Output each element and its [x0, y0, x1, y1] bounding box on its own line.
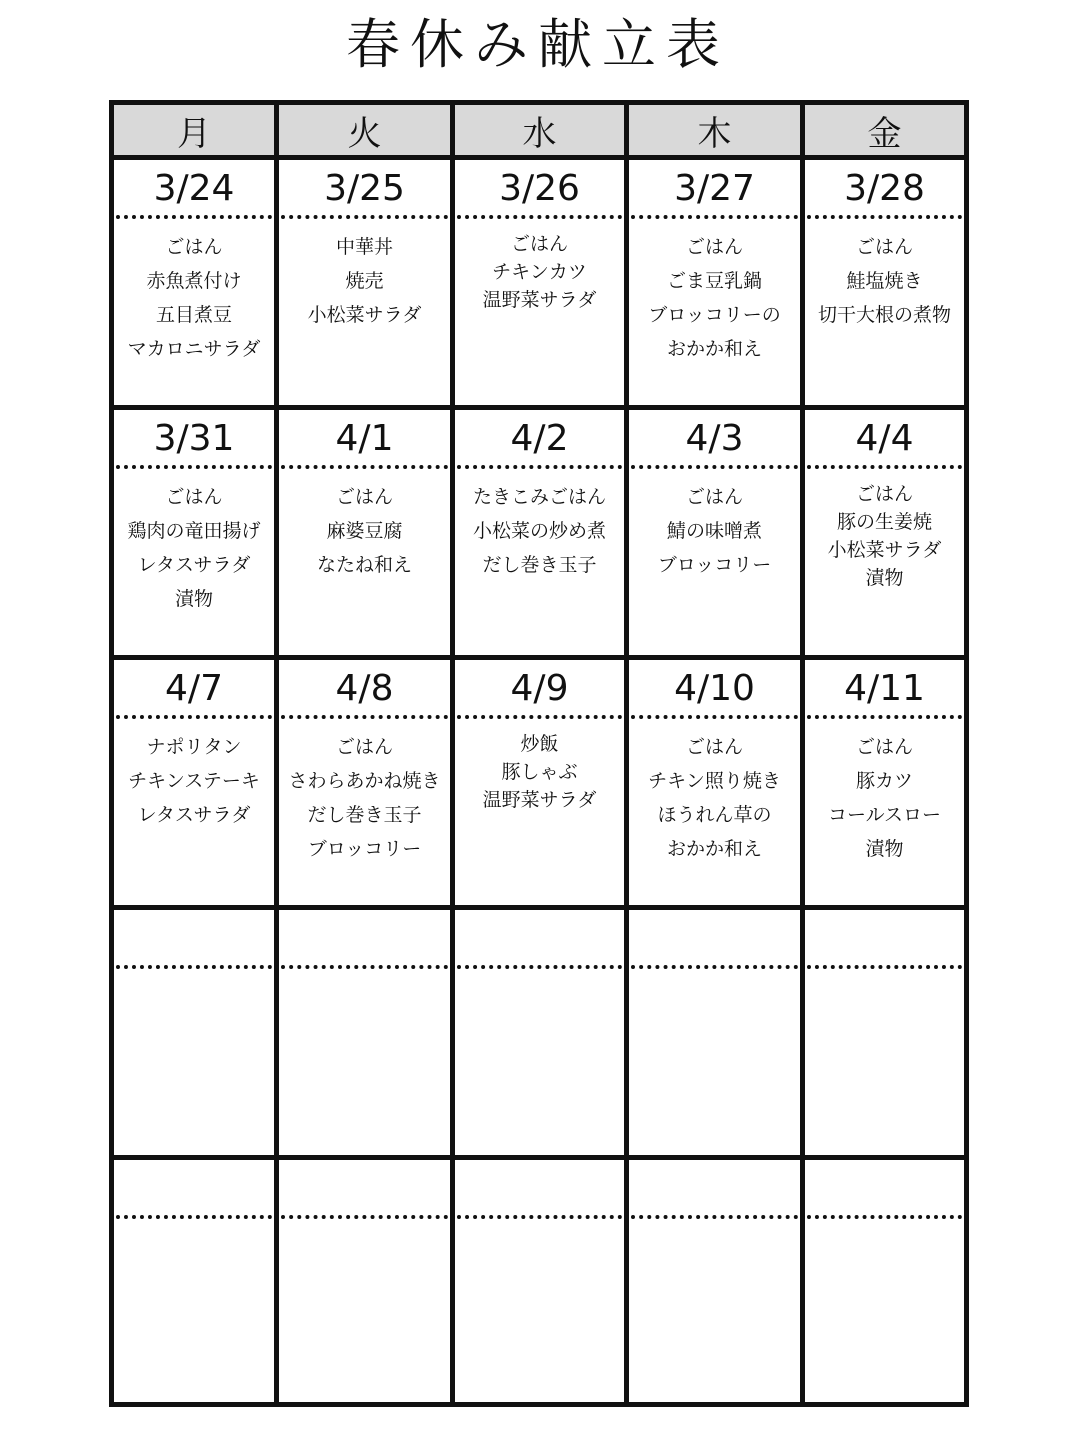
menu-item: チキンステーキ: [128, 770, 260, 792]
menu-item: 小松菜サラダ: [307, 304, 422, 326]
date-label: 4/10: [674, 668, 755, 709]
date-label: 3/28: [844, 168, 925, 209]
menu-item: コールスロー: [827, 804, 942, 826]
dotted-divider: [807, 465, 962, 469]
dotted-divider: [807, 965, 962, 969]
menu-item: 小松菜の炒め煮: [472, 520, 606, 542]
dotted-divider: [281, 965, 448, 969]
dotted-divider: [281, 715, 448, 719]
menu-list: [629, 230, 800, 366]
menu-item: だし巻き玉子: [307, 804, 422, 826]
menu-list: [279, 730, 450, 866]
day-cell: [279, 660, 455, 910]
menu-list: [629, 480, 800, 582]
menu-item: 温野菜サラダ: [482, 789, 597, 811]
menu-list: [805, 730, 964, 866]
menu-item: チキンカツ: [492, 261, 587, 283]
day-cell: [455, 160, 629, 410]
dotted-divider: [457, 1215, 622, 1219]
menu-list: [114, 480, 274, 616]
day-cell: [629, 410, 805, 660]
menu-item: ごま豆乳鍋: [666, 270, 762, 292]
date-label: [629, 1166, 800, 1212]
day-header-mon: 月: [114, 105, 279, 160]
menu-item: 鶏肉の竜田揚げ: [127, 520, 261, 542]
day-cell: [279, 410, 455, 660]
day-header-thu: 木: [629, 105, 805, 160]
menu-item: おかか和え: [666, 838, 762, 860]
menu-list: [455, 230, 624, 314]
menu-item: レタスサラダ: [137, 804, 251, 826]
dotted-divider: [457, 715, 622, 719]
dotted-divider: [116, 965, 272, 969]
page-title: 春休み献立表: [346, 13, 730, 76]
menu-item: 切干大根の煮物: [817, 304, 951, 326]
menu-item: なたね和え: [316, 554, 412, 576]
menu-item: おかか和え: [666, 338, 762, 360]
menu-item: 漬物: [865, 567, 904, 589]
menu-list: [455, 480, 624, 582]
day-cell: [455, 910, 629, 1160]
date-label: 4/8: [335, 668, 394, 709]
date-label: [805, 916, 964, 962]
menu-item: 豚の生姜焼: [836, 511, 932, 533]
date-label: [114, 916, 274, 962]
dotted-divider: [281, 465, 448, 469]
menu-list: [279, 480, 450, 582]
day-cell: [455, 410, 629, 660]
day-cell: [805, 410, 964, 660]
dotted-divider: [631, 965, 798, 969]
day-cell: [279, 160, 455, 410]
menu-item: ごはん: [685, 486, 743, 508]
day-cell: [805, 1160, 964, 1402]
menu-item: ごはん: [855, 236, 913, 258]
day-cell: [114, 160, 279, 410]
dotted-divider: [631, 215, 798, 219]
menu-item: ごはん: [510, 233, 568, 255]
dotted-divider: [631, 715, 798, 719]
menu-item: 赤魚煮付け: [146, 270, 242, 292]
menu-item: 豚しゃぶ: [501, 761, 578, 783]
menu-table: [109, 100, 969, 1407]
date-label: 4/11: [844, 668, 925, 709]
date-label: [279, 1166, 450, 1212]
menu-item: 小松菜サラダ: [827, 539, 942, 561]
menu-list: [279, 230, 450, 332]
dotted-divider: [457, 465, 622, 469]
menu-item: ブロッコリー: [657, 554, 772, 576]
date-label: 3/26: [499, 168, 580, 209]
day-header-wed: 水: [455, 105, 629, 160]
dotted-divider: [631, 465, 798, 469]
menu-item: マカロニサラダ: [127, 338, 261, 360]
menu-list: [114, 230, 274, 366]
date-label: [279, 916, 450, 962]
dotted-divider: [807, 215, 962, 219]
menu-item: 温野菜サラダ: [482, 289, 597, 311]
menu-item: ごはん: [685, 736, 743, 758]
date-label: [455, 916, 624, 962]
day-cell: [805, 910, 964, 1160]
date-label: 3/25: [324, 168, 405, 209]
menu-item: 麻婆豆腐: [326, 520, 403, 542]
date-label: 4/2: [510, 418, 569, 459]
menu-item: 漬物: [174, 588, 213, 610]
menu-item: ごはん: [165, 236, 223, 258]
menu-item: 鯖の味噌煮: [666, 520, 762, 542]
menu-list: [805, 480, 964, 592]
date-label: 3/31: [153, 418, 235, 459]
day-cell: [114, 660, 279, 910]
date-label: 4/1: [335, 418, 394, 459]
date-label: 4/7: [165, 668, 223, 709]
day-cell: [114, 410, 279, 660]
menu-item: 漬物: [865, 838, 904, 860]
date-label: 4/4: [855, 418, 914, 459]
menu-item: 中華丼: [335, 236, 393, 258]
day-cell: [629, 660, 805, 910]
day-cell: [629, 160, 805, 410]
menu-item: たきこみごはん: [472, 486, 606, 508]
menu-item: ごはん: [855, 736, 913, 758]
dotted-divider: [116, 215, 272, 219]
dotted-divider: [457, 215, 622, 219]
day-cell: [114, 910, 279, 1160]
menu-item: 炒飯: [520, 733, 559, 755]
dotted-divider: [281, 215, 448, 219]
dotted-divider: [116, 1215, 272, 1219]
dotted-divider: [281, 1215, 448, 1219]
dotted-divider: [457, 965, 622, 969]
date-label: [629, 916, 800, 962]
menu-item: チキン照り焼き: [648, 770, 781, 792]
dotted-divider: [807, 1215, 962, 1219]
menu-item: 五目煮豆: [155, 304, 232, 326]
menu-item: ごはん: [335, 736, 393, 758]
date-label: 4/9: [510, 668, 569, 709]
day-cell: [279, 910, 455, 1160]
day-cell: [629, 910, 805, 1160]
menu-item: ブロッコリーの: [648, 304, 781, 326]
dotted-divider: [631, 1215, 798, 1219]
dotted-divider: [116, 715, 272, 719]
menu-item: ごはん: [685, 236, 743, 258]
menu-list: [114, 730, 274, 832]
date-label: [805, 1166, 964, 1212]
day-cell: [279, 1160, 455, 1402]
day-cell: [455, 1160, 629, 1402]
menu-item: ほうれん草の: [657, 804, 772, 826]
date-label: [455, 1166, 624, 1212]
menu-list: [455, 730, 624, 814]
dotted-divider: [116, 465, 272, 469]
menu-list: [805, 230, 964, 332]
day-cell: [805, 160, 964, 410]
menu-item: ナポリタン: [146, 736, 242, 758]
day-cell: [805, 660, 964, 910]
menu-item: ブロッコリー: [307, 838, 422, 860]
menu-item: 鮭塩焼き: [846, 270, 923, 292]
menu-item: さわらあかね焼き: [288, 770, 441, 792]
day-cell: [455, 660, 629, 910]
menu-item: ごはん: [335, 486, 393, 508]
date-label: 3/27: [674, 168, 755, 209]
day-cell: [629, 1160, 805, 1402]
menu-item: ごはん: [165, 486, 223, 508]
date-label: 3/24: [153, 168, 235, 209]
dotted-divider: [807, 715, 962, 719]
day-header-tue: 火: [279, 105, 455, 160]
day-cell: [114, 1160, 279, 1402]
menu-item: レタスサラダ: [137, 554, 251, 576]
day-header-fri: 金: [805, 105, 964, 160]
menu-item: 豚カツ: [855, 770, 913, 792]
menu-item: 焼売: [345, 270, 384, 292]
date-label: 4/3: [685, 418, 744, 459]
menu-list: [629, 730, 800, 866]
date-label: [114, 1166, 274, 1212]
menu-item: だし巻き玉子: [482, 554, 597, 576]
menu-item: ごはん: [855, 483, 913, 505]
